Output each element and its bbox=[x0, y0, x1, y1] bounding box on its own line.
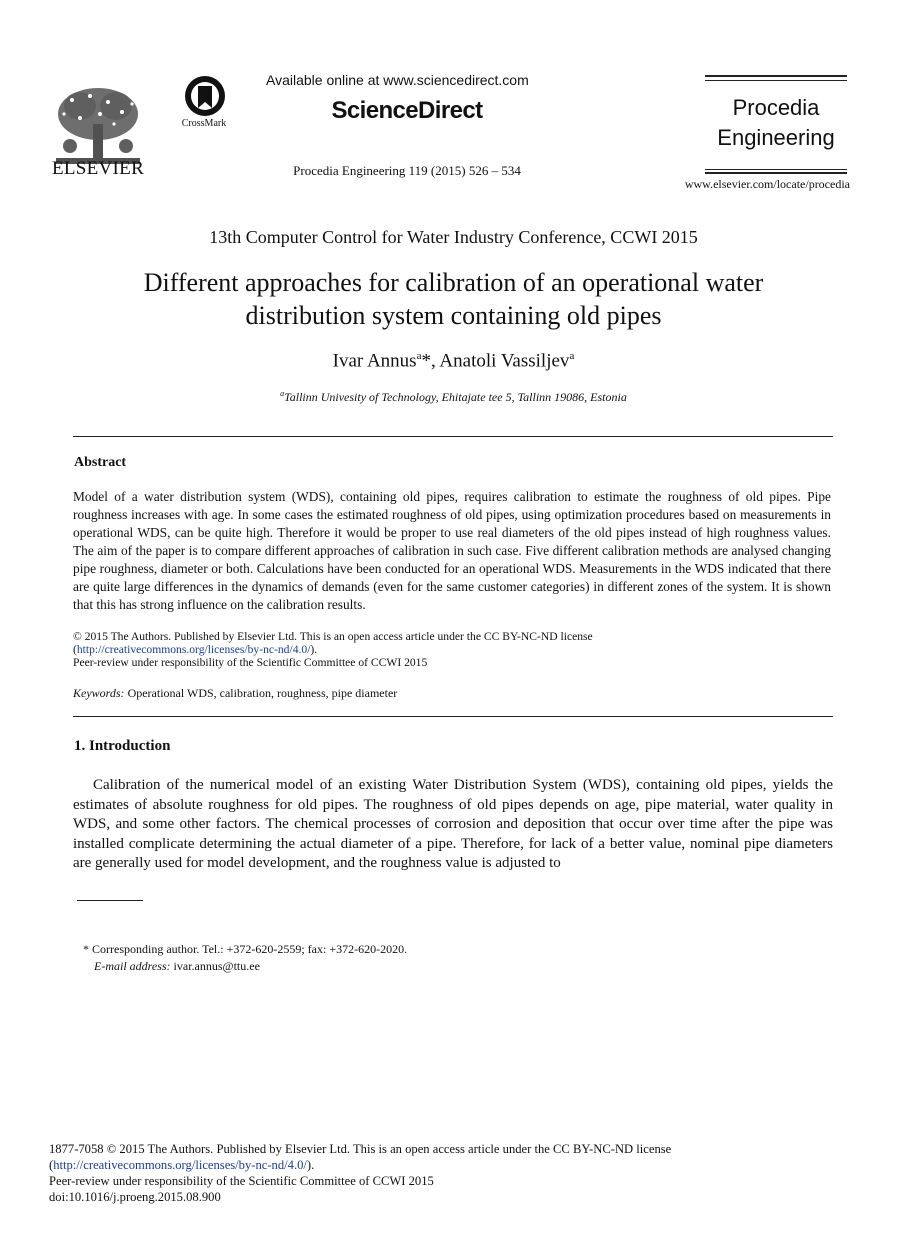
license-notice bbox=[73, 630, 833, 669]
paper-title-line: Different approaches for calibration of an operational water bbox=[143, 268, 764, 297]
corresponding-author-note: * Corresponding author. Tel.: +372-620-2559; fax: +372-620-2020. bbox=[83, 942, 408, 956]
introduction-heading: 1. Introduction bbox=[74, 738, 171, 754]
journal-citation: Procedia Engineering 119 (2015) 526 – 534 bbox=[293, 163, 521, 178]
journal-title-rule bbox=[705, 169, 847, 170]
conference-name: 13th Computer Control for Water Industry Conference, CCWI 2015 bbox=[209, 227, 698, 247]
journal-title-line: Procedia bbox=[732, 95, 820, 120]
footer-doi[interactable]: doi:10.1016/j.proeng.2015.08.900 bbox=[49, 1190, 221, 1204]
paper-title-line: distribution system containing old pipes bbox=[245, 301, 662, 330]
journal-title-rule bbox=[705, 75, 847, 77]
footer-license: 1877-7058 © 2015 The Authors. Published by Elsevier Ltd. This is an open access article under the CC BY-NC-ND license bbox=[49, 1142, 672, 1156]
footnote-divider bbox=[77, 900, 143, 901]
author-name: Anatoli Vassiljev bbox=[439, 350, 570, 372]
affiliation bbox=[0, 389, 907, 405]
affiliation-marker: a bbox=[280, 389, 285, 398]
keywords bbox=[73, 686, 833, 701]
corresponding-marker: *, bbox=[421, 350, 436, 372]
journal-title bbox=[705, 93, 847, 153]
section-divider bbox=[73, 716, 833, 717]
author-list bbox=[0, 350, 907, 372]
license-link[interactable]: http://creativecommons.org/licenses/by-nc-nd/4.0/ bbox=[76, 643, 311, 656]
section-divider bbox=[73, 436, 833, 437]
license-line: (http://creativecommons.org/licenses/by-nc-nd/4.0/). bbox=[73, 643, 318, 656]
affiliation-marker: a bbox=[416, 350, 422, 362]
abstract-text: Model of a water distribution system (WDS), containing old pipes, requires calibration to estimate the roughness of old pipes. Pipe roughness increases with age. In some cases the estimated roughness of old pipes, using optimization procedures based on measurements in operational WDS, can be quite high. Therefore it would be proper to use real diameters of the old pipes instead of high roughness values. The aim of the paper is to compare different approaches of calibration in such case. Five different calibration methods are analysed changing pipe roughness, diameter or both. Calculations have been conducted for an operational WDS. Measurements in the WDS indicated that there are quite large differences in the dynamics of demands (even for the same customer categories) in different zones of the system. It is shown that this has strong influence on the calibration results. bbox=[73, 489, 831, 612]
footer-link-line: (http://creativecommons.org/licenses/by-nc-nd/4.0/). bbox=[49, 1158, 315, 1172]
keywords-text: Operational WDS, calibration, roughness, pipe diameter bbox=[127, 686, 398, 700]
license-text: © 2015 The Authors. Published by Elsevier Ltd. This is an open access article under the CC BY-NC-ND license bbox=[73, 630, 593, 643]
journal-title-rule bbox=[705, 172, 847, 174]
abstract-heading: Abstract bbox=[74, 455, 127, 470]
paper-title bbox=[80, 266, 827, 332]
footer-peer-review: Peer-review under responsibility of the Scientific Committee of CCWI 2015 bbox=[49, 1174, 434, 1188]
keywords-label: Keywords: bbox=[73, 686, 125, 700]
journal-title-rule bbox=[705, 80, 847, 81]
introduction-text: Calibration of the numerical model of an existing Water Distribution System (WDS), containing old pipes, yields the estimates of absolute roughness for old pipes. The roughness of old pipes depends on age, pipe material, water quality in WDS, and some other factors. The chemical processes of corrosion and deposition that occur over time after the pipe was installed complicate determining the actual diameter of a pipe. Therefore, for lack of a better value, nominal pipe diameters are generally used for model development, and the roughness value is adjusted to bbox=[73, 777, 833, 872]
affiliation-marker: a bbox=[569, 350, 575, 362]
sciencedirect-brand[interactable]: ScienceDirect bbox=[331, 97, 483, 124]
peer-review-text: Peer-review under responsibility of the Scientific Committee of CCWI 2015 bbox=[73, 656, 428, 669]
available-online-text: Available online at www.sciencedirect.com bbox=[266, 72, 529, 88]
journal-url-link[interactable]: www.elsevier.com/locate/procedia bbox=[684, 177, 850, 191]
author-name: Ivar Annus bbox=[332, 350, 417, 372]
email-note bbox=[94, 959, 794, 974]
journal-title-line: Engineering bbox=[717, 125, 835, 150]
affiliation-text: Tallinn Univesity of Technology, Ehitajate tee 5, Tallinn 19086, Estonia bbox=[284, 390, 627, 404]
email-label: E-mail address: bbox=[94, 959, 171, 973]
email-link[interactable]: ivar.annus@ttu.ee bbox=[173, 959, 260, 973]
crossmark-label: CrossMark bbox=[181, 118, 227, 129]
footer-license-link[interactable]: http://creativecommons.org/licenses/by-nc-nd/4.0/ bbox=[53, 1158, 307, 1172]
publisher-wordmark: ELSEVIER bbox=[51, 158, 145, 179]
page-footer bbox=[49, 1141, 849, 1205]
